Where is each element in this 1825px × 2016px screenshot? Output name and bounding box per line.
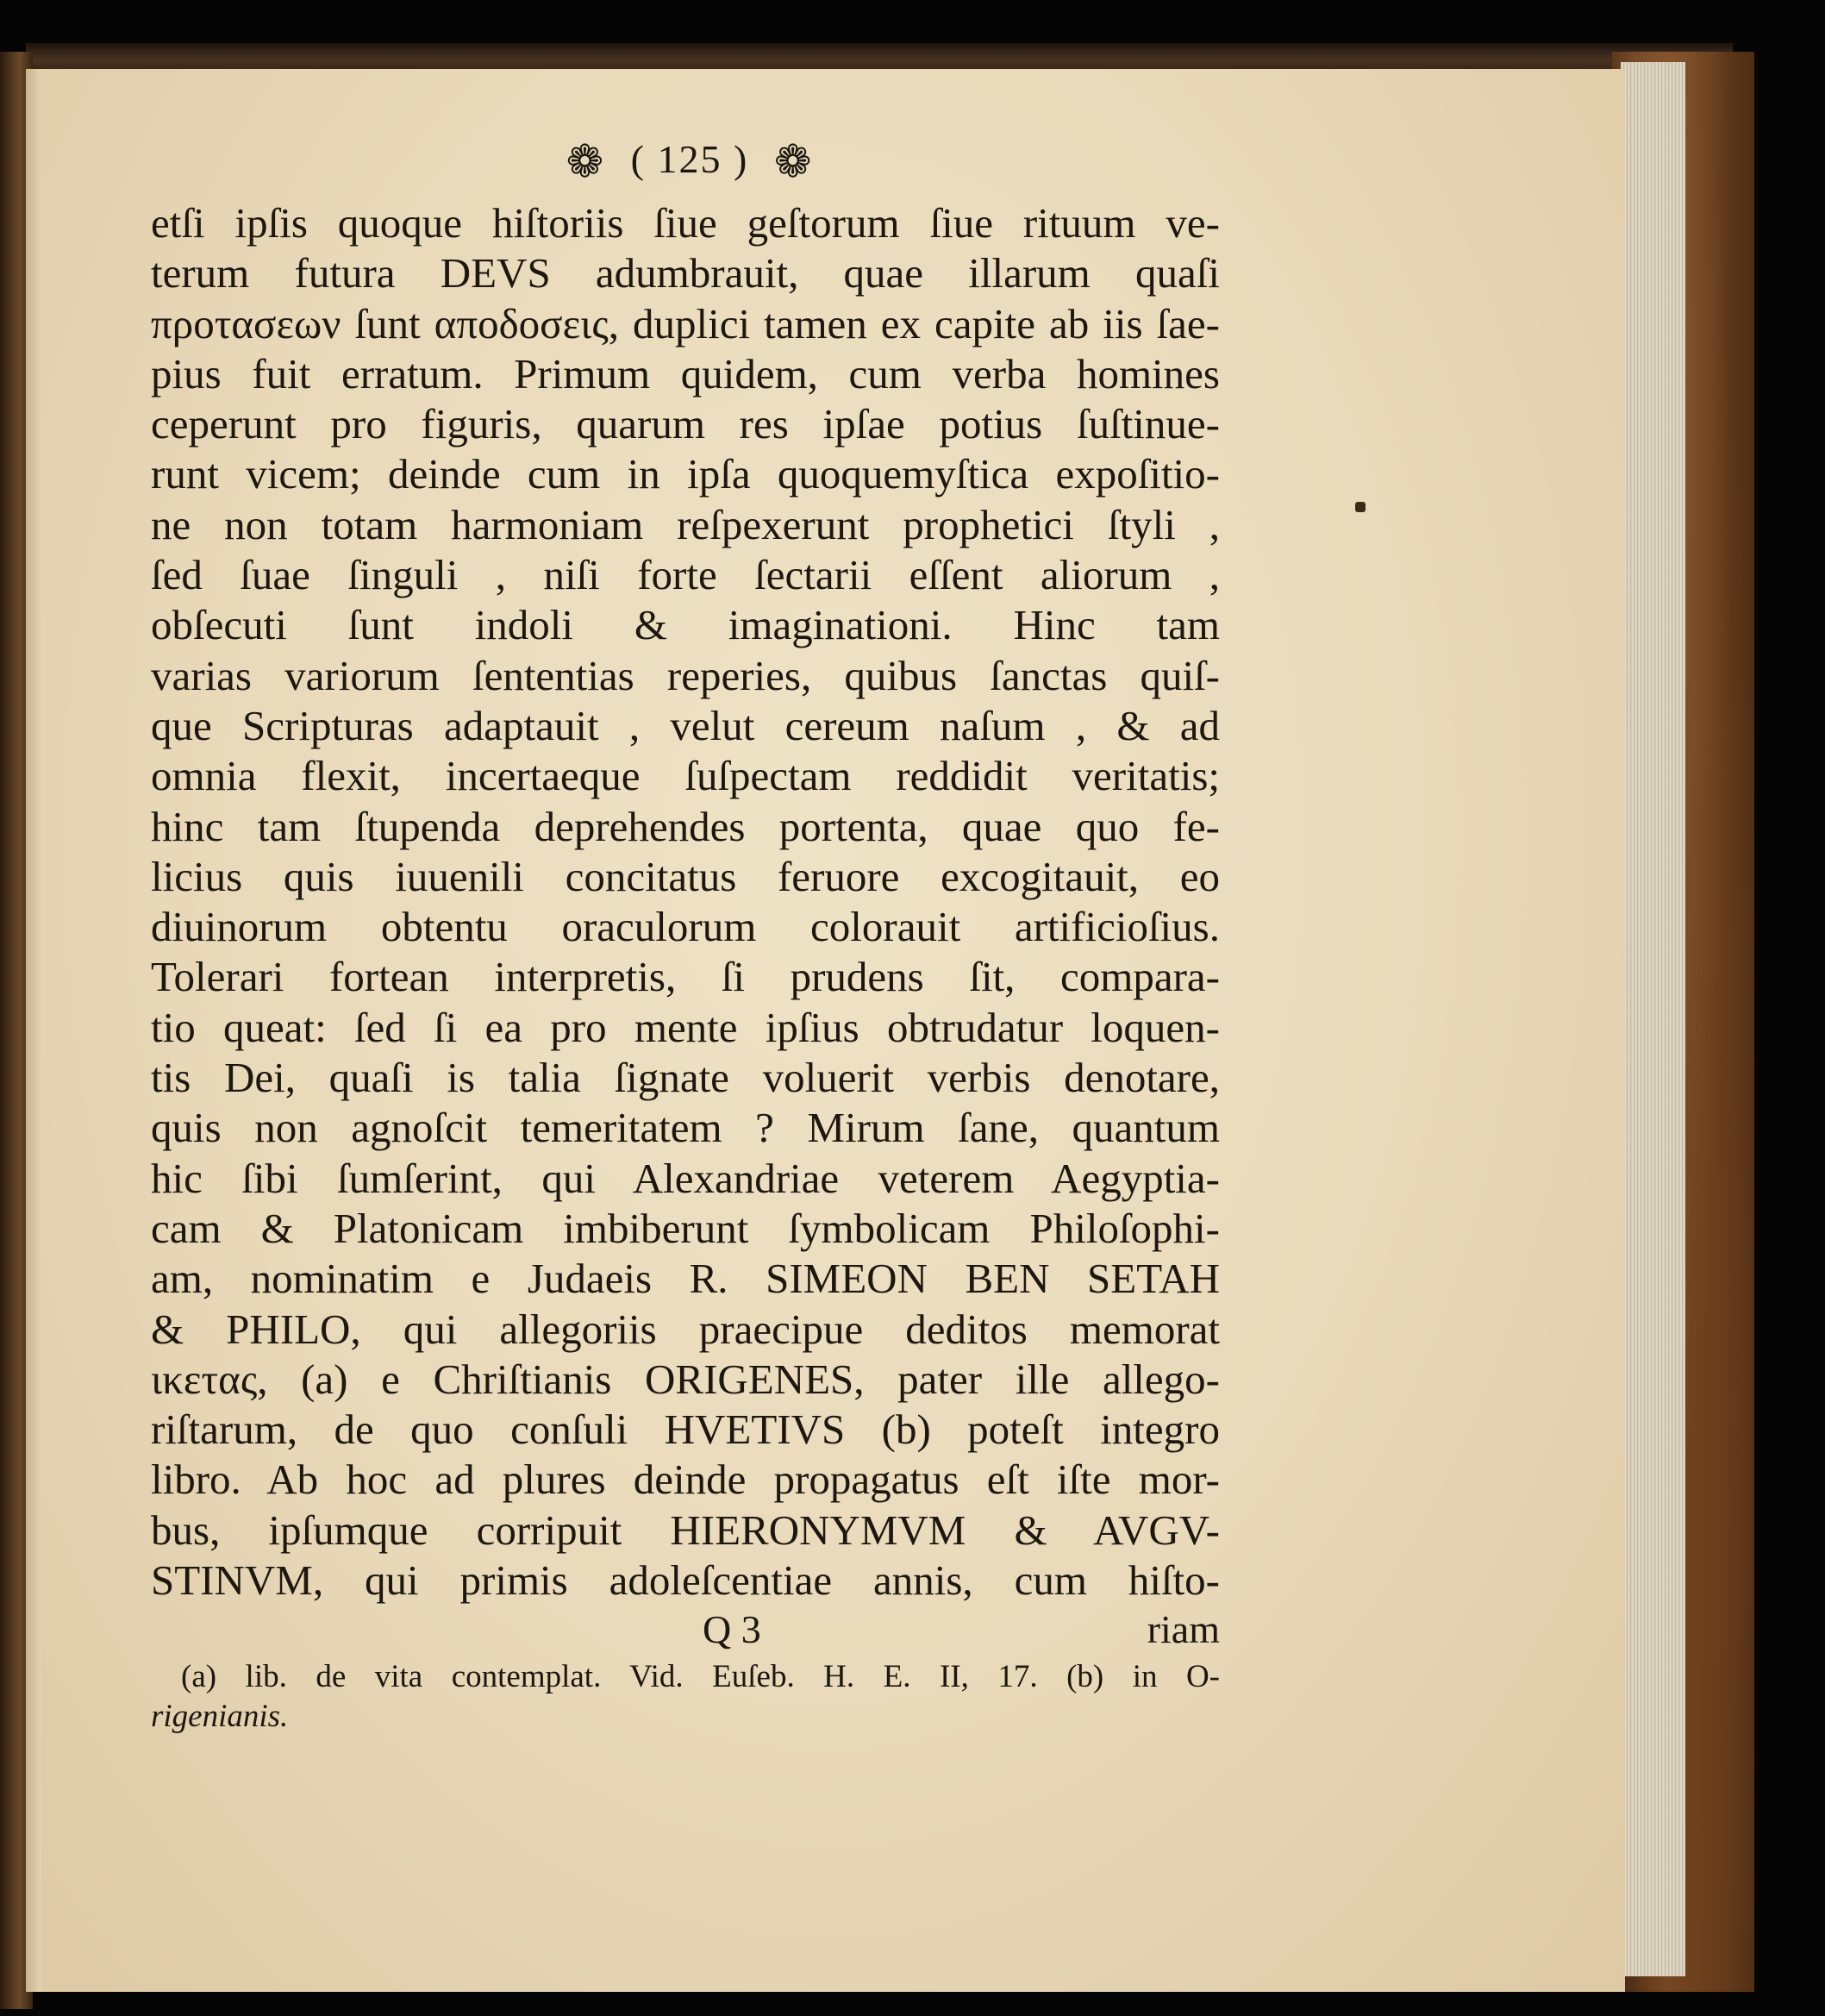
- text-line: licius quis iuuenili concitatus feruore excogitauit, eo: [151, 852, 1220, 900]
- previous-page-edge: [26, 69, 41, 1992]
- text-line: varias variorum ſententias reperies, quibus ſanctas quiſ-: [151, 651, 1220, 699]
- text-line: libro. Ab hoc ad plures deinde propagatus eſt iſte mor-: [151, 1456, 1220, 1504]
- text-line: Tolerari fortean interpretis, ſi prudens ſit, compara-: [151, 953, 1220, 1001]
- text-line: ceperunt pro figuris, quarum res ipſae potius ſuſtinue-: [151, 400, 1220, 448]
- text-line: tis Dei, quaſi is talia ſignate voluerit verbis denotare,: [151, 1054, 1220, 1102]
- footnotes: [151, 1657, 1220, 1737]
- text-line: & PHILO, qui allegoriis praecipue deditos memorat: [151, 1305, 1220, 1353]
- text-line: ſed ſuae ſinguli , niſi forte ſectarii eſſent aliorum ,: [151, 551, 1220, 599]
- text-line: etſi ipſis quoque hiſtoriis ſiue geſtorum ſiue rituum ve-: [151, 199, 1220, 247]
- text-line: pius fuit erratum. Primum quidem, cum verba homines: [151, 349, 1220, 398]
- signature-mark: Q 3: [703, 1607, 761, 1652]
- text-line: riſtarum, de quo conſuli HVETIVS (b) poteſt integro: [151, 1406, 1220, 1454]
- text-line: bus, ipſumque corripuit HIERONYMVM & AVGV-: [151, 1506, 1220, 1554]
- text-line: hinc tam ſtupenda deprehendes portenta, quae quo fe-: [151, 802, 1220, 850]
- footnote-line: rigenianis.: [151, 1699, 289, 1735]
- fleuron-right-icon: ❁: [773, 138, 814, 188]
- text-line: am, nominatim e Judaeis R. SIMEON BEN SETAH: [151, 1255, 1220, 1303]
- text-line: ικετας, (a) e Chriſtianis ORIGENES, pater ille allego-: [151, 1355, 1220, 1403]
- text-line: omnia flexit, incertaeque ſuſpectam reddidit veritatis;: [151, 752, 1220, 800]
- catchword: riam: [1147, 1607, 1220, 1652]
- page-number: ( 125 ): [630, 137, 749, 181]
- text-line: obſecuti ſunt indoli & imaginationi. Hinc tam: [151, 601, 1220, 649]
- text-line: προτασεων ſunt αποδοσεις, duplici tamen ex capite ab iis ſae-: [151, 299, 1220, 347]
- body-text: [151, 198, 1220, 1606]
- paper-speck: [1355, 502, 1366, 512]
- text-line: que Scripturas adaptauit , velut cereum naſum , & ad: [151, 701, 1220, 749]
- text-line: runt vicem; deinde cum in ipſa quoquemyſtica expoſitio-: [151, 450, 1220, 498]
- page-edges: [1621, 62, 1685, 1976]
- text-line: quis non agnoſcit temeritatem ? Mirum ſane, quantum: [151, 1104, 1220, 1152]
- page-text: [151, 129, 1220, 1737]
- text-line: terum futura DEVS adumbrauit, quae illarum quaſi: [151, 249, 1220, 297]
- footnote-line: (a) lib. de vita contemplat. Vid. Euſeb. H. E. II, 17. (b) in O-: [181, 1659, 1220, 1695]
- text-line: tio queat: ſed ſi ea pro mente ipſius obtrudatur loquen-: [151, 1003, 1220, 1051]
- fleuron-left-icon: ❁: [566, 138, 606, 188]
- catchline: [151, 1606, 1220, 1654]
- running-head: [151, 129, 1220, 190]
- text-line: hic ſibi ſumſerint, qui Alexandriae veterem Aegyptia-: [151, 1154, 1220, 1202]
- text-line: diuinorum obtentu oraculorum colorauit artificioſius.: [151, 903, 1220, 951]
- text-line: STINVM, qui primis adoleſcentiae annis, cum hiſto-: [151, 1556, 1220, 1605]
- text-line: cam & Platonicam imbiberunt ſymbolicam Philoſophi-: [151, 1204, 1220, 1252]
- text-line: ne non totam harmoniam reſpexerunt prophetici ſtyli ,: [151, 500, 1220, 548]
